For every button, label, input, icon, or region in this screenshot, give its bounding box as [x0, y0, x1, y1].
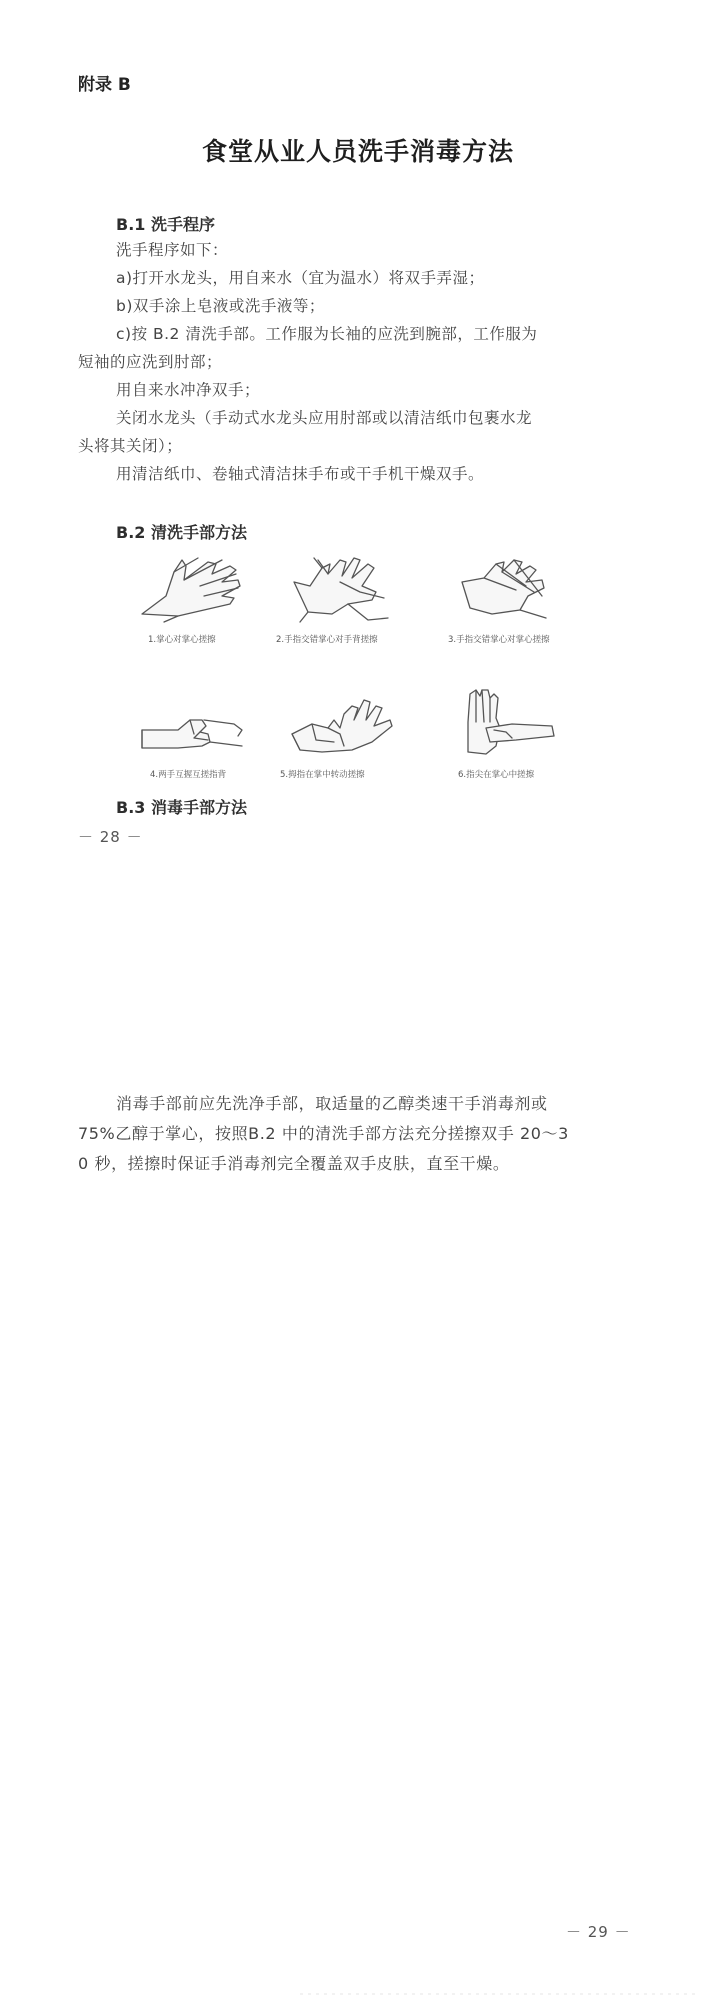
finger-backs-hands-icon — [138, 690, 248, 762]
section-b2-heading: B.2 清洗手部方法 — [116, 523, 247, 542]
b1-step-c-line2: 短袖的应洗到肘部； — [78, 353, 223, 371]
b1-step-b: b)双手涂上皂液或洗手液等； — [116, 297, 325, 315]
figure-caption-6: 6.指尖在掌心中搓擦 — [458, 770, 535, 780]
fingertips-palm-hands-icon — [456, 682, 566, 762]
b1-step-e-line2: 头将其关闭）； — [78, 437, 183, 455]
b1-step-c-line1: c)按 B.2 清洗手部。工作服为长袖的应洗到腕部，工作服为 — [116, 325, 538, 343]
thumb-rotate-hands-icon — [288, 690, 398, 762]
page-number-29: － 29 － — [566, 1923, 631, 1941]
scan-artifact-line — [0, 1983, 716, 1991]
appendix-label: 附录 B — [78, 75, 131, 95]
b1-step-e-line1: 关闭水龙头（手动式水龙头应用肘部或以清洁纸巾包裹水龙 — [116, 409, 533, 427]
section-b3-heading: B.3 消毒手部方法 — [116, 798, 247, 817]
interlaced-fingers-hands-icon — [456, 552, 566, 624]
document-title: 食堂从业人员洗手消毒方法 — [201, 137, 514, 166]
section-b3-body — [78, 1089, 634, 1179]
figure-caption-2: 2.手指交错掌心对手背搓擦 — [276, 635, 378, 645]
section-b1-steps — [78, 236, 634, 488]
palm-to-palm-hands-icon — [138, 552, 248, 624]
page-number-28: － 28 － — [78, 828, 143, 846]
b1-step-d: 用自来水冲净双手； — [116, 381, 261, 399]
figure-caption-5: 5.拇指在掌中转动搓擦 — [280, 770, 365, 780]
b1-step-f: 用清洁纸巾、卷轴式清洁抹手布或干手机干燥双手。 — [116, 465, 485, 483]
b3-body-line1: 消毒手部前应先洗净手部，取适量的乙醇类速干手消毒剂或 — [116, 1094, 548, 1113]
b3-body-line3: 0 秒，搓擦时保证手消毒剂完全覆盖双手皮肤，直至干燥。 — [78, 1154, 510, 1173]
b1-step-a: a)打开水龙头，用自来水（宜为温水）将双手弄湿； — [116, 269, 485, 287]
b1-intro: 洗手程序如下： — [116, 241, 229, 259]
b3-body-line2: 75%乙醇于掌心，按照B.2 中的清洗手部方法充分搓擦双手 20～3 — [78, 1124, 569, 1143]
figure-caption-4: 4.两手互握互搓指背 — [150, 770, 227, 780]
figure-caption-3: 3.手指交错掌心对掌心搓擦 — [448, 635, 550, 645]
palm-to-back-hands-icon — [288, 552, 398, 624]
section-b1-heading: B.1 洗手程序 — [116, 215, 215, 234]
figure-caption-1: 1.掌心对掌心搓擦 — [148, 635, 216, 645]
